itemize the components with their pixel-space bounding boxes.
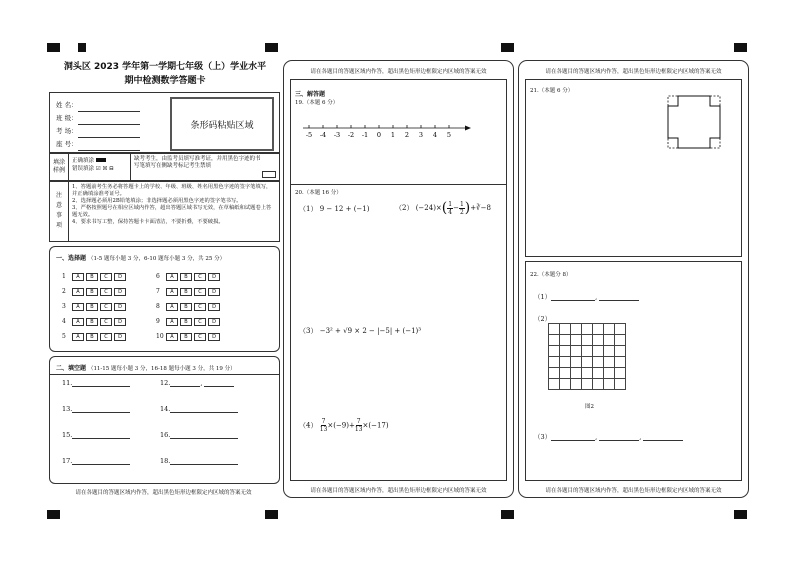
number-line-label: -4 [319,131,327,139]
q20-1-expression: 9 − 12 + (−1) [319,205,370,213]
grid-cell [614,378,626,390]
option-bubble-a[interactable]: A [72,303,84,311]
blank-15-label: 15. [62,431,73,439]
question-number: 3 [62,303,66,310]
option-bubble-c[interactable]: C [194,333,206,341]
footer-notice-left: 请在各题目的答题区域内作答，超出黑色矩形边框限定内区域的答案无效 [75,490,252,496]
q19-title: 19.（本题 6 分） [295,100,339,106]
q22-part3-label: （3） [534,433,552,441]
blank-12-label: 12. [160,379,171,387]
question-number: 4 [62,318,66,325]
option-bubble-a[interactable]: A [72,273,84,281]
q22-figure-caption: 图2 [585,404,594,410]
option-bubble-d[interactable]: D [114,273,126,281]
question-number: 5 [62,333,66,340]
note-item: 1、答题前考生务必将答题卡上的学校、年级、班级、姓名用黑色字迹的签字笔填写，并正确填涂准考证号。 [72,184,272,197]
blank-17-label: 17. [62,457,73,465]
footer-notice-middle: 请在各题目的答题区域内作答，超出黑色矩形边框限定内区域的答案无效 [310,488,487,494]
q20-3-expression: −3² + √9 × 2 − |−5| + (−1)³ [319,327,422,335]
blank-13[interactable] [72,406,130,413]
absent-mark-box[interactable] [262,171,276,178]
fill-sample-label: 填涂 样例 [52,159,65,174]
number-line-label: 0 [376,131,382,139]
q22-part2-label: （2） [534,315,552,323]
q22-grid [548,323,630,395]
section3-title: 三、解答题 [295,91,326,98]
alignment-mark [47,510,60,519]
blank-13-label: 13. [62,405,73,413]
choice-question-row [62,303,128,311]
choice-question-row [156,273,222,281]
option-bubble-a[interactable]: A [166,333,178,341]
barcode-area [170,97,274,151]
option-bubble-a[interactable]: A [72,318,84,326]
note-item: 3、严格按照题号在相应区域内作答，超出答题区域书写无效，在草稿纸和试题卷上答题无效。 [72,205,272,218]
name-field[interactable]: 姓 名： [56,99,140,112]
blank-18-label: 18. [160,457,171,465]
choice-question-row [62,318,128,326]
option-bubble-b[interactable]: B [86,303,98,311]
notes-block [49,180,280,242]
option-bubble-c[interactable]: C [194,318,206,326]
choice-section-title: 一、选择题 [56,255,87,262]
option-bubble-d[interactable]: D [208,288,220,296]
blank-14-label: 14. [160,405,171,413]
q20-part3: （3） −3² + √9 × 2 − |−5| + (−1)³ [299,327,422,335]
question-number: 1 [62,273,66,280]
choice-question-row [62,273,128,281]
q20-part1: （1） 9 − 12 + (−1) [299,205,370,213]
number-line-label: -1 [361,131,369,139]
choice-question-row [62,288,128,296]
alignment-mark [265,510,278,519]
option-bubble-b[interactable]: B [86,318,98,326]
class-field[interactable]: 班 级： [56,112,140,125]
option-bubble-c[interactable]: C [194,303,206,311]
option-bubble-a[interactable]: A [166,273,178,281]
option-bubble-b[interactable]: B [86,288,98,296]
option-bubble-a[interactable]: A [72,333,84,341]
alignment-mark [734,43,747,52]
option-bubble-d[interactable]: D [114,303,126,311]
barcode-label: 条形码粘贴区域 [190,120,254,131]
blank-16[interactable] [170,432,238,439]
question-number: 2 [62,288,66,295]
blank-section-desc: （11-15 题每小题 3 分，16-18 题每小题 3 分，共 19 分） [87,366,236,372]
option-bubble-d[interactable]: D [114,318,126,326]
option-bubble-c[interactable]: C [194,273,206,281]
alignment-mark [734,510,747,519]
alignment-mark [78,43,86,52]
page-title [50,60,280,88]
blank-section: 二、填空题 （11-15 题每小题 3 分，16-18 题每小题 3 分，共 19 分） 11. 12. , 13. 14. 15. 16. 17. 18. [49,356,280,484]
alignment-mark [501,43,514,52]
blank-12b[interactable] [204,380,234,387]
number-line-label: 5 [446,131,452,139]
question-number: 6 [156,273,160,280]
q22-3-blank-a[interactable] [551,434,595,441]
option-bubble-c[interactable]: C [194,288,206,296]
alignment-mark [265,43,278,52]
option-bubble-b[interactable]: B [86,273,98,281]
q22-3-blank-c[interactable] [643,434,683,441]
q21-frame [525,79,742,257]
option-bubble-c[interactable]: C [100,333,112,341]
q19-20-frame [290,79,507,481]
blank-14[interactable] [170,406,238,413]
question-number: 9 [156,318,160,325]
option-bubble-c[interactable]: C [100,318,112,326]
q20-part4: （4） $\frac{7}{13}$ ×(−9)+ $\frac{7}{13}$ ×(−17) [299,418,389,433]
blank-section-title: 二、填空题 [56,365,87,372]
right-panel [518,60,749,498]
choice-question-row [156,303,222,311]
middle-panel [283,60,514,498]
q21-title: 21.（本题 6 分） [530,88,574,94]
correct-fill-example: 正确填涂 [72,157,114,165]
q21-figure [666,94,722,150]
blank-15[interactable] [72,432,130,439]
absent-note: 缺考考生，由监考员填写准考证，并用黑色字迹的书写笔填写在侧缺考标记考生禁填 [134,156,261,169]
wrong-fill-example: 错误填涂 ☑ ☒ ⊟ [72,166,114,172]
exam-room-field[interactable]: 考 场： [56,125,140,138]
q22-3-blank-b[interactable] [599,434,639,441]
option-bubble-b[interactable]: B [180,318,192,326]
q22-frame: 22.（本题分 8） （1） , （2） 图2 （3） , , [525,261,742,481]
choice-question-row [156,288,222,296]
option-bubble-d[interactable]: D [208,318,220,326]
number-line [301,120,471,140]
option-bubble-a[interactable]: A [72,288,84,296]
option-bubble-b[interactable]: B [180,333,192,341]
blank-11[interactable] [72,380,130,387]
seat-field[interactable]: 座 号： [56,138,140,151]
question-number: 8 [156,303,160,310]
option-bubble-d[interactable]: D [114,288,126,296]
blank-16-label: 16. [160,431,171,439]
option-bubble-d[interactable]: D [208,273,220,281]
number-line-label: -2 [347,131,355,139]
option-bubble-b[interactable]: B [180,303,192,311]
title-line-1: 洞头区 2023 学年第一学期七年级（上）学业水平 [63,62,267,72]
number-line-label: 1 [390,131,396,139]
fill-sample-block [49,152,280,182]
note-item: 4、要求书写工整，保持答题卡卡面清洁，不要折叠，不要破损。 [72,219,224,225]
notes-label: 注 意 事 项 [55,192,62,229]
option-bubble-d[interactable]: D [208,333,220,341]
note-item: 2、选择题必须用2B铅笔填涂；非选择题必须用黑色字迹的签字笔书写。 [72,198,242,204]
number-line-label: 4 [432,131,438,139]
choice-section [49,246,280,352]
q22-part1-label: （1） [534,293,552,301]
alignment-mark [501,510,514,519]
title-line-2: 期中检测数学答题卡 [124,76,206,86]
option-bubble-b[interactable]: B [180,273,192,281]
option-bubble-d[interactable]: D [208,303,220,311]
footer-notice-right: 请在各题目的答题区域内作答，超出黑色矩形边框限定内区域的答案无效 [545,488,722,494]
student-info-block [49,92,280,154]
option-bubble-a[interactable]: A [166,318,178,326]
blank-11-label: 11. [62,379,73,387]
number-line-label: 3 [418,131,424,139]
option-bubble-a[interactable]: A [166,303,178,311]
question-number: 7 [156,288,160,295]
option-bubble-d[interactable]: D [114,333,126,341]
number-line-label: 2 [404,131,410,139]
option-bubble-c[interactable]: C [100,303,112,311]
q22-1-blank-b[interactable] [599,294,639,301]
alignment-mark [47,43,60,52]
q20-title: 20.（本题 16 分） [295,190,342,196]
choice-section-desc: （1-5 题每小题 3 分，6-10 题每小题 3 分，共 25 分） [87,256,226,262]
choice-question-row [156,333,222,341]
choice-question-row [156,318,222,326]
blank-18[interactable] [170,458,238,465]
number-line-label: -5 [305,131,313,139]
option-bubble-b[interactable]: B [86,333,98,341]
q22-1-blank-a[interactable] [551,294,595,301]
option-bubble-c[interactable]: C [100,288,112,296]
question-number: 10 [156,333,164,340]
option-bubble-b[interactable]: B [180,288,192,296]
header-notice-right: 请在各题目的答题区域内作答，超出黑色矩形边框限定内区域的答案无效 [545,69,722,75]
blank-17[interactable] [72,458,130,465]
choice-question-row [62,333,128,341]
option-bubble-a[interactable]: A [166,288,178,296]
number-line-label: -3 [333,131,341,139]
q20-part2: （2） (−24)×( $\frac{1}{4}$ − $\frac{1}{2}$ )+∛−8 [395,200,491,216]
option-bubble-c[interactable]: C [100,273,112,281]
q22-title: 22.（本题分 8） [530,272,572,278]
blank-12a[interactable] [170,380,200,387]
header-notice-middle: 请在各题目的答题区域内作答，超出黑色矩形边框限定内区域的答案无效 [310,69,487,75]
